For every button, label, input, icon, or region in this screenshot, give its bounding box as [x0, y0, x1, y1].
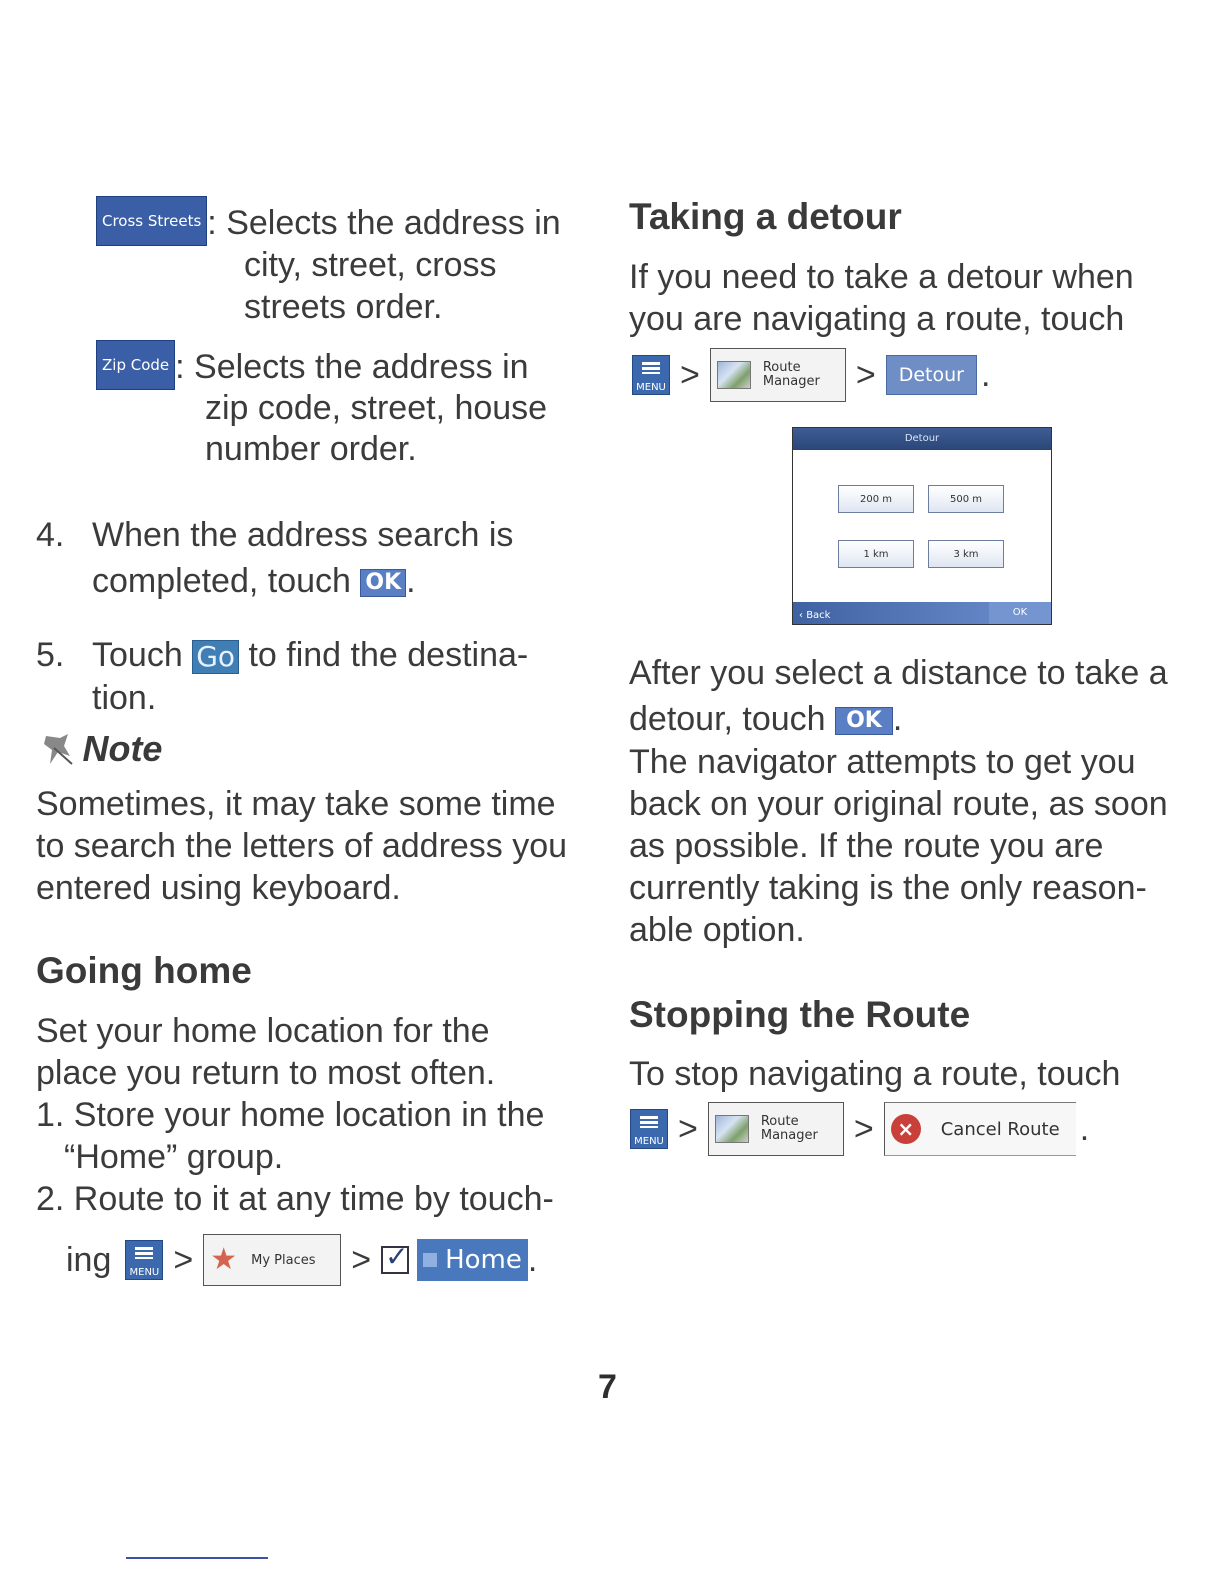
- note-header: [40, 728, 162, 770]
- home-group-button: [417, 1239, 528, 1281]
- cancel-icon: ×: [891, 1114, 921, 1144]
- cancel-route-button: [884, 1102, 1076, 1156]
- home-label: Home: [445, 1245, 522, 1275]
- detour-line1: If you need to take a detour when: [629, 258, 1134, 296]
- colon: :: [175, 347, 185, 386]
- cross-streets-line1: Selects the address in: [226, 203, 561, 242]
- navigator-line3: as possible. If the route you are: [629, 827, 1104, 865]
- detour-line2: you are navigating a route, touch: [629, 300, 1125, 338]
- zip-code-line1: Selects the address in: [194, 347, 529, 386]
- checkbox-icon: ✓: [381, 1246, 409, 1274]
- zip-code-line2: zip code, street, house: [205, 389, 548, 427]
- stopping-line1: To stop navigating a route, touch: [629, 1055, 1121, 1093]
- navigator-line1: The navigator attempts to get you: [629, 743, 1136, 781]
- ok-button-icon: OK: [360, 569, 406, 597]
- navigator-line2: back on your original route, as soon: [629, 785, 1168, 823]
- cross-streets-line2: city, street, cross: [244, 246, 497, 284]
- period: .: [1079, 1109, 1090, 1148]
- cancel-route-label: Cancel Route: [940, 1118, 1060, 1140]
- pushpin-icon: [40, 730, 78, 768]
- back-button[interactable]: [799, 610, 830, 621]
- route-manager-label: Route Manager: [762, 360, 820, 389]
- route-manager-icon: [717, 361, 751, 389]
- step4-num: 4.: [36, 516, 65, 554]
- period: .: [980, 355, 991, 394]
- note-line2: to search the letters of address you: [36, 827, 568, 865]
- detour-1km-button[interactable]: 1 km: [838, 540, 914, 568]
- cross-streets-row: [96, 200, 561, 250]
- detour-sequence: [632, 346, 990, 404]
- step5-line1-row: [92, 634, 528, 676]
- period: .: [892, 700, 903, 738]
- go-button-icon: Go: [192, 640, 239, 674]
- route-manager-button: [710, 348, 846, 402]
- ok-button-icon: OK: [835, 707, 893, 735]
- dialog-ok-button[interactable]: OK: [989, 602, 1051, 624]
- arrow-separator: >: [351, 1240, 372, 1279]
- group-icon: [423, 1253, 437, 1267]
- colon: :: [207, 203, 217, 242]
- stopping-sequence: [630, 1100, 1089, 1158]
- chevron-left-icon: ‹: [799, 610, 803, 621]
- detour-button: Detour: [886, 355, 977, 395]
- arrow-separator: >: [678, 1109, 698, 1148]
- going-home-line2: place you return to most often.: [36, 1054, 496, 1092]
- period: .: [527, 1240, 538, 1279]
- page-number: 7: [598, 1368, 617, 1406]
- cross-streets-line3: streets order.: [244, 288, 443, 326]
- note-title: Note: [82, 728, 163, 769]
- navigator-line5: able option.: [629, 911, 805, 949]
- route-manager-label: Route Manager: [760, 1114, 818, 1143]
- going-home-item2-line1: 2. Route to it at any time by touch-: [36, 1180, 554, 1218]
- note-line1: Sometimes, it may take some time: [36, 785, 556, 823]
- step5-num: 5.: [36, 636, 65, 674]
- after-line1: After you select a distance to take a: [629, 654, 1168, 692]
- after-line2-row: [629, 698, 902, 740]
- zip-code-line3: number order.: [205, 430, 417, 468]
- going-home-item1-line2: “Home” group.: [64, 1138, 284, 1176]
- going-home-heading: Going home: [36, 950, 252, 991]
- arrow-separator: >: [173, 1240, 194, 1279]
- back-label: Back: [806, 610, 831, 621]
- my-places-label: My Places: [251, 1252, 316, 1268]
- dialog-title: Detour: [793, 428, 1051, 450]
- going-home-item1-line1: 1. Store your home location in the: [36, 1096, 545, 1134]
- cross-streets-chip: Cross Streets: [96, 196, 207, 246]
- star-icon: ★: [210, 1243, 238, 1276]
- period: .: [406, 562, 416, 600]
- detour-500m-button[interactable]: 500 m: [928, 485, 1004, 513]
- menu-icon: MENU: [632, 355, 670, 395]
- step4-line2: completed, touch: [92, 562, 351, 600]
- step5-pre: Touch: [92, 636, 183, 674]
- detour-3km-button[interactable]: 3 km: [928, 540, 1004, 568]
- arrow-separator: >: [855, 355, 876, 394]
- footer-rule: [126, 1557, 268, 1559]
- my-places-button: [203, 1234, 341, 1286]
- after-line2: detour, touch: [629, 700, 826, 738]
- stopping-heading: Stopping the Route: [629, 994, 971, 1035]
- step5-post: to find the destina-: [248, 636, 529, 674]
- menu-icon: MENU: [630, 1109, 668, 1149]
- menu-icon: MENU: [125, 1240, 163, 1280]
- arrow-separator: >: [680, 355, 700, 394]
- note-line3: entered using keyboard.: [36, 869, 401, 907]
- zip-code-chip: Zip Code: [96, 340, 175, 390]
- going-home-item2-pre: ing: [66, 1241, 112, 1279]
- going-home-line1: Set your home location for the: [36, 1012, 490, 1050]
- detour-dialog: [792, 427, 1052, 625]
- going-home-sequence: [66, 1230, 537, 1290]
- detour-heading: Taking a detour: [629, 196, 902, 237]
- navigator-line4: currently taking is the only reason-: [629, 869, 1147, 907]
- step5-line2: tion.: [92, 679, 157, 717]
- route-manager-button: [708, 1102, 844, 1156]
- step4-line1: When the address search is: [92, 516, 514, 554]
- arrow-separator: >: [853, 1109, 874, 1148]
- step4-line2-row: [92, 560, 416, 602]
- detour-200m-button[interactable]: 200 m: [838, 485, 914, 513]
- route-manager-icon: [715, 1115, 749, 1143]
